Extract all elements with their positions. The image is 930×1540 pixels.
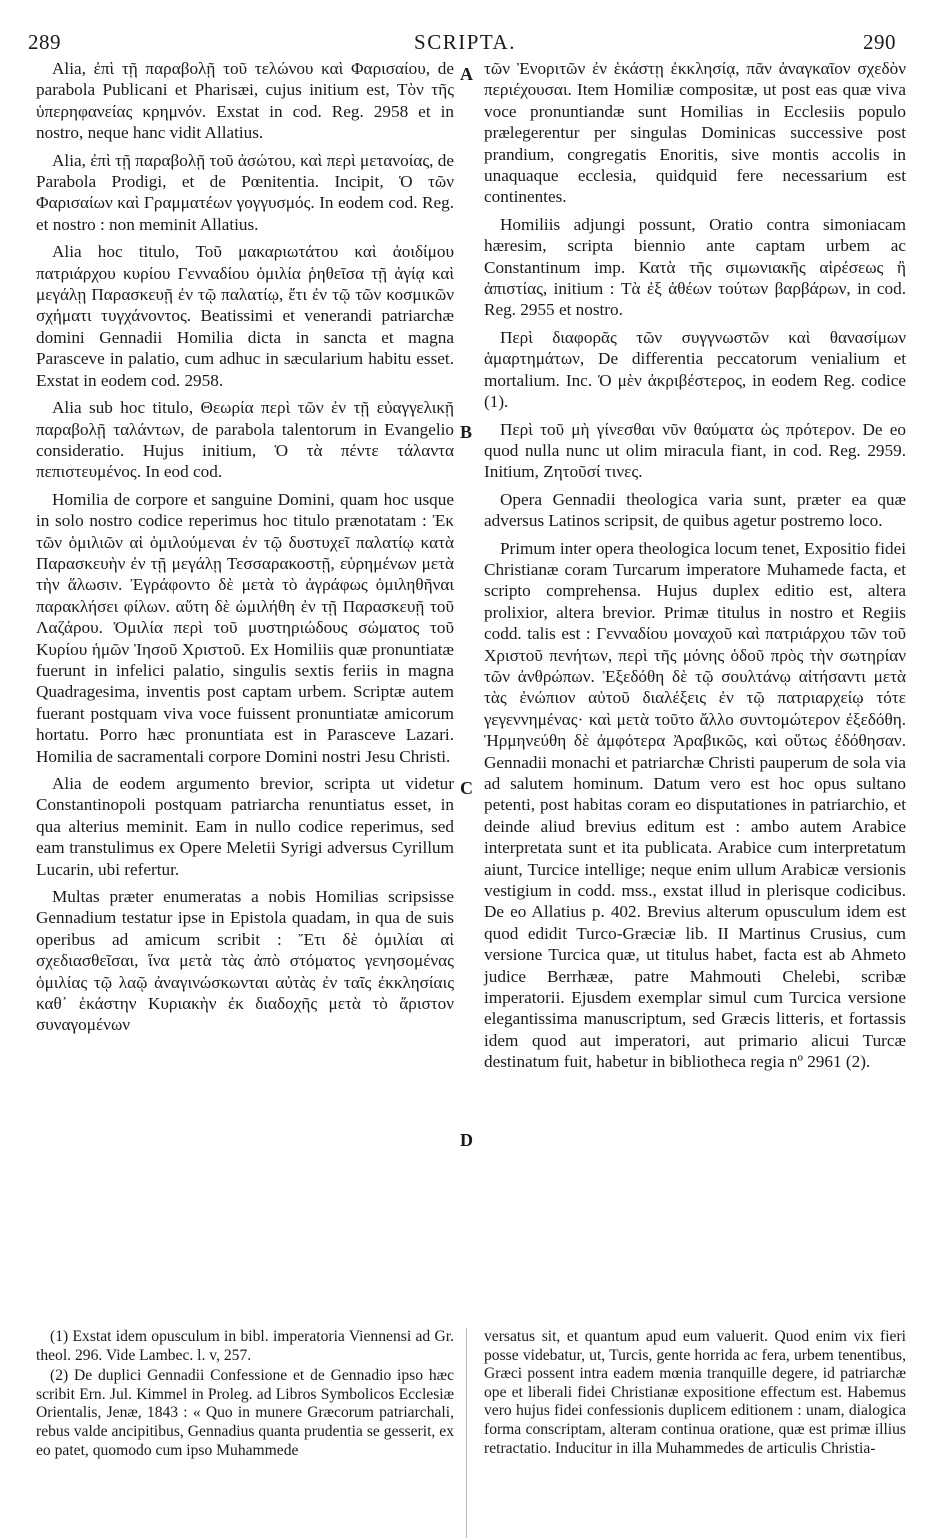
running-title: SCRIPTA.: [414, 30, 516, 54]
paragraph: Homiliis adjungi possunt, Oratio contra simoniacam hæresim, scripta biennio ante captam urbem ac Constantinum imp. Κατὰ τῆς σιμωνιακῆς αἱρέσεως ἢ ἀπιστίας, initium : Τὰ ἐξ ἀθέων τούτων βαρβάρων, in cod. Reg. 2955 et nostro.: [484, 214, 906, 320]
margin-marker-c: C: [460, 778, 473, 798]
paragraph: Opera Gennadii theologica varia sunt, præter ea quæ adversus Latinos scripsit, de quibus agetur postremo loco.: [484, 489, 906, 531]
paragraph: Περὶ διαφορᾶς τῶν συγγνωστῶν καὶ θανασίμων ἁμαρτημάτων, De differentia peccatorum venialium et mortalium. Inc. Ὁ μὲν ἀκριβέστερος, in eodem Reg. codice (1).: [484, 327, 906, 412]
margin-marker-b: B: [460, 422, 473, 442]
paragraph: Alia sub hoc titulo, Θεωρία περὶ τῶν ἐν τῇ εὐαγγελικῇ παραβολῇ ταλάντων, de parabola talentorum in Evangelio consideratio. Hujus initium, Ὁ τὰ πέντε τάλαντα πεπιστευμένος. In eod cod.: [36, 398, 454, 482]
paragraph: Homilia de corpore et sanguine Domini, quam hoc usque in solo nostro codice reperimus hoc titulo prænotatam : Ἐκ τῶν ὁμιλιῶν αἱ ὁμιλούμεναι ἐν τῷ δυστυχεῖ παλατίῳ κατὰ Παρασκευὴν ἐν τῇ μεγάλῃ Τεσσαρακοστῇ, εὑρημένων μετὰ τὴν ἅλωσιν. Ἐγράφοντο δὲ μετὰ τὸ ἀγράφως ὁμιληθῆναι παρακλήσει φίλων. αὕτη δὲ ὡμιλήθη ἐν τῇ Παρασκευῇ τοῦ Λαζάρου. Ὁμιλία περὶ τοῦ μυστηριώδους σώματος τοῦ Κυρίου ἡμῶν Ἰησοῦ Χριστοῦ. Ex Homiliis quæ pronuntiatæ fuerunt in infelici palatio, singulis sextis feriis in magna Quadragesima, inventis post captam urbem. Scriptæ autem fuerant postquam viva voce fuissent pronuntiatæ amicorum hortatu. Porro hæc pronuntiata est in Parasceve Lazari. Homilia de sacramentali corpore Domini nostri Jesu Christi.: [36, 489, 454, 766]
paragraph: Alia, ἐπὶ τῇ παραβολῇ τοῦ τελώνου καὶ Φαρισαίου, de parabola Publicani et Pharisæi, cujus initium est, Τὸν τῆς ὑπερηφανείας κρημνόν. Exstat in cod. Reg. 2958 et in nostro, neque hanc vidit Allatius.: [36, 59, 454, 143]
left-column: [36, 58, 454, 1042]
margin-marker-d: D: [460, 1130, 473, 1150]
footnote-column-rule: [466, 1328, 467, 1538]
paragraph: τῶν Ἐνοριτῶν ἐν ἑκάστῃ ἐκκλησίᾳ, πᾶν ἀναγκαῖον σχεδὸν περιέχουσαι. Item Homiliæ compositæ, ut post eas quæ viva voce pronuntiandæ sunt Homilias in Ecclesiis populo prælegerentur per singulas Dominicas successive post prandium, congregatis Enoritis, sive montis accolis in unaquaque ecclesia, quidquid fere necessarium est continentes.: [484, 59, 906, 207]
right-column: [484, 58, 906, 1079]
footnotes-left: [36, 1328, 454, 1462]
paragraph: Περὶ τοῦ μὴ γίνεσθαι νῦν θαύματα ὡς πρότερον. De eo quod nulla nunc ut olim miracula fiant, in cod. Reg. 2959. Initium, Ζητοῦσί τινες.: [484, 419, 906, 482]
footnote: (2) De duplici Gennadii Confessione et de Gennadio ipso hæc scribit Ern. Jul. Kimmel in Proleg. ad Libros Symbolicos Ecclesiæ Orientalis, Jenæ, 1843 : « Quo in munere Græcorum patriarchali, rebus valde ancipitibus, Gennadius quanta prudentia se gesserit, ex eo patet, quomodo cum ipso Muhammede: [36, 1367, 454, 1459]
paragraph: Primum inter opera theologica locum tenet, Expositio fidei Christianæ coram Turcarum imperatore Muhamede facta, et scripto comprehensa. Hujus duplex editio est, altera prolixior, altera brevior. Primæ titulus in nostro et Regiis codd. talis est : Γενναδίου μοναχοῦ καὶ πατριάρχου τῶν τοῦ Χριστοῦ πενήτων, περὶ τῆς μόνης ὁδοῦ πρὸς τὴν σωτηρίαν τῶν ἀνθρώπων. Ἐξεδόθη δὲ τῷ σουλτάνῳ αἰτήσαντι μετὰ τὰς ἐνώπιον αὐτοῦ διαλέξεις ἐν τῷ πατριαρχείῳ τότε γεγεννημένας· καὶ μετὰ τοῦτο ἄλλο συντομώτερον ἐξεδόθη. Ἡρμηνεύθη δὲ ἀμφότερα Ἀραβικῶς, καὶ οὕτως ἐδόθησαν. Gennadii monachi et patriarchæ Christi pauperum de sola via ad salutem hominum. Datum vero est hoc opus sultano petenti, post habitas coram eo disputationes in patriarchio, et deinde aliud brevius editum est : ambo autem Arabice interpretata sunt et ita publicata. Arabice cum interpretatum aiunt, Turcice intellige; neque enim ullum Arabicæ versionis vestigium in codd. mss., exstat illud in plerisque codicibus. De eo Allatius p. 402. Brevius alterum opusculum idem est quod edidit Turco-Græciæ lib. II Martinus Crusius, cum versione Turcica quæ, ut titulus habet, facta est ab Ahmeto judice Berrhææ, patre Mahmouti Chelebi, scribæ imperatorii. Ejusdem exemplar simul cum Turcica versione elegantissima manuscriptum, sed Græcis litteris, et fortassis idem quod aut imperatori, aut primario alicui Turcæ destinatum fuit, habetur in bibliotheca regia nº 2961 (2).: [484, 538, 906, 1072]
paragraph: Alia, ἐπὶ τῇ παραβολῇ τοῦ ἀσώτου, καὶ περὶ μετανοίας, de Parabola Prodigi, et de Pœnitentia. Incipit, Ὁ τῶν Φαρισαίων καὶ Γραμματέων γογγυσμός. In eodem cod. Reg. et nostro : non meminit Allatius.: [36, 150, 454, 234]
paragraph: Multas præter enumeratas a nobis Homilias scripsisse Gennadium testatur ipse in Epistola quadam, in qua de suis operibus ad amicum scribit : Ἔτι δὲ ὁμιλίαι αἱ σχεδιασθεῖσαι, ἵνα μετὰ τὰς ἀπὸ στόματος γενησομένας ὁμιλίας τῷ λαῷ ἀναγινώσκωνται αὐτὰς ἐν ταῖς ἐκκλησίαις καθ᾽ ἑκάστην Κυριακὴν ἐκ διαδοχῆς μετὰ τὸ ἄριστον συναγομένων: [36, 887, 454, 1035]
paragraph: Alia de eodem argumento brevior, scripta ut videtur Constantinopoli postquam patriarcha renuntiatus esset, in qua alterius meminit. Eam in nullo codice reperimus, sed eam transtulimus ex Opere Meletii Syrigi adversus Cyrillum Lucarin, ubi refertur.: [36, 774, 454, 879]
paragraph: Alia hoc titulo, Τοῦ μακαριωτάτου καὶ ἀοιδίμου πατριάρχου κυρίου Γενναδίου ὁμιλία ῥηθεῖσα τῇ ἁγίᾳ καὶ μεγάλῃ Παρασκευῇ ἐν τῷ παλατίῳ, ἔτι ἐν τῷ τῶν κοσμικῶν σχήματι τυγχάνοντος. Beatissimi et venerandi patriarchæ domini Gennadii Homilia dicta in sancta et magna Parasceve in palatio, cum adhuc in sæcularium habitu esset. Exstat in eodem cod. 2958.: [36, 242, 454, 390]
footnote-continuation: versatus sit, et quantum apud eum valuerit. Quod enim vix fieri posse videbatur, ut, Turcis, gente horrida ac fera, urbem tenentibus, Græci possent intra eadem mœnia tranquille degere, id patriarchæ ope et liberali fidei Christianæ expositione effectum est. Habemus vero hujus fidei confessionis duplicem editionem : unam, dialogica forma conscriptam, alteram continua oratione, quæ est primæ illius retractatio. Inducitur in illa Muhammedes de articulis Christia-: [484, 1328, 906, 1457]
page-number-right: 290: [863, 30, 896, 54]
margin-marker-a: A: [460, 64, 473, 84]
page-number-left: 289: [28, 30, 61, 54]
footnote: (1) Exstat idem opusculum in bibl. imperatoria Viennensi ad Gr. theol. 296. Vide Lambec. l. v, 257.: [36, 1328, 454, 1364]
footnotes-right: [484, 1328, 906, 1460]
